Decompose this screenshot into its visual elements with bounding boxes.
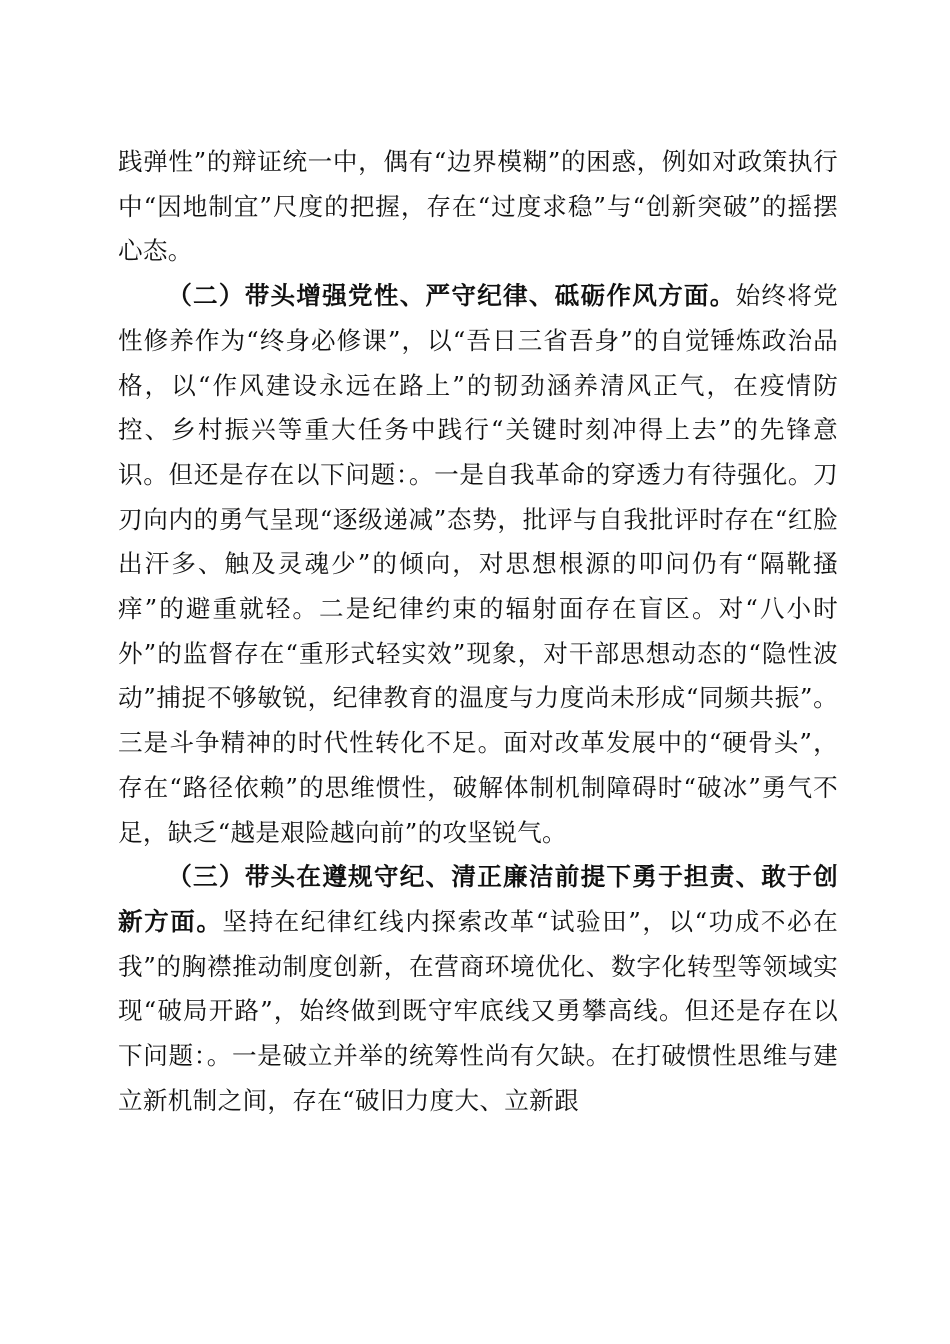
paragraph-text: 践弹性”的辩证统一中，偶有“边界模糊”的困惑，例如对政策执行中“因地制宜”尺度的把握，存在“过度求稳”与“创新突破”的摇摆心态。 xyxy=(118,147,838,266)
paragraph-text: 始终将党性修养作为“终身必修课”，以“吾日三省吾身”的自觉锤炼政治品格，以“作风建设永远在路上”的韧劲涵养清风正气，在疫情防控、乡村振兴等重大任务中践行“关键时刻冲得上去”的先锋意识。但还是存在以下问题：。一是自我革命的穿透力有待强化。刀刃向内的勇气呈现“逐级递减”态势，批评与自我批评时存在“红脸出汗多、触及灵魂少”的倾向，对思想根源的叩问仍有“隔靴搔痒”的避重就轻。二是纪律约束的辐射面存在盲区。对“八小时外”的监督存在“重形式轻实效”现象，对干部思想动态的“隐性波动”捕捉不够敏锐，纪律教育的温度与力度尚未形成“同频共振”。三是斗争精神的时代性转化不足。面对改革发展中的“硬骨头”，存在“路径依赖”的思维惯性，破解体制机制障碍时“破冰”勇气不足，缺乏“越是艰险越向前”的攻坚锐气。 xyxy=(118,281,838,847)
paragraph-continuation xyxy=(118,140,838,274)
section-heading: （三）带头在遵规守纪、清正廉洁前提下勇于担责、敢于创新方面。 xyxy=(118,862,838,936)
section-heading: （二）带头增强党性、严守纪律、砥砺作风方面。 xyxy=(167,281,736,311)
document-body xyxy=(118,140,838,1123)
paragraph-section-two xyxy=(118,274,838,855)
paragraph-section-three xyxy=(118,855,838,1123)
paragraph-text: 坚持在纪律红线内探索改革“试验田”，以“功成不必在我”的胸襟推动制度创新，在营商环境优化、数字化转型等领域实现“破局开路”，始终做到既守牢底线又勇攀高线。但还是存在以下问题：。一是破立并举的统筹性尚有欠缺。在打破惯性思维与建立新机制之间，存在“破旧力度大、立新跟 xyxy=(118,906,838,1115)
